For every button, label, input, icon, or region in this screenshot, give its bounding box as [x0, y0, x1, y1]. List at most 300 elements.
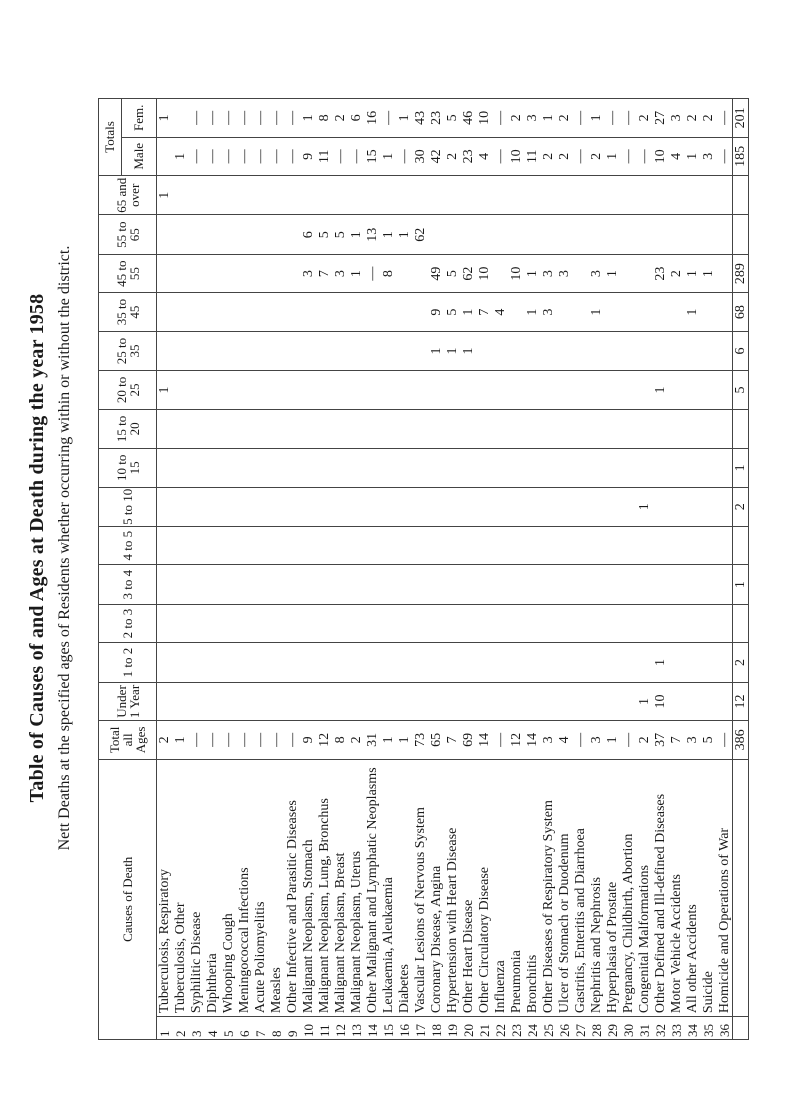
value-cell: 3	[541, 293, 557, 331]
value-cell	[205, 371, 221, 409]
age-1-2-header: 1 to 2	[99, 643, 157, 682]
value-cell	[605, 526, 621, 564]
value-cell: 1	[381, 215, 397, 254]
value-cell	[397, 331, 413, 370]
value-cell: 1	[685, 137, 701, 175]
table-row	[381, 99, 397, 1040]
cause-label: Congenital Malformations	[637, 865, 652, 1014]
value-cell	[397, 293, 413, 331]
value-cell	[621, 682, 637, 720]
total-cell	[733, 409, 749, 448]
value-cell	[269, 215, 285, 254]
value-cell: 10	[477, 99, 493, 138]
value-cell: 7	[477, 293, 493, 331]
value-cell	[461, 604, 477, 642]
value-cell	[237, 526, 253, 564]
value-cell	[637, 371, 653, 409]
value-cell	[669, 565, 685, 604]
table-row	[669, 99, 685, 1040]
value-cell	[413, 409, 429, 448]
value-cell	[333, 682, 349, 720]
value-cell: 23	[461, 137, 477, 175]
value-cell	[589, 682, 605, 720]
value-cell	[205, 215, 221, 254]
row-number: 28	[589, 1017, 605, 1040]
value-cell: —	[189, 137, 205, 175]
value-cell: 1	[653, 371, 669, 409]
value-cell	[493, 682, 509, 720]
value-cell	[685, 371, 701, 409]
table-row	[621, 99, 637, 1040]
value-cell	[621, 215, 637, 254]
value-cell	[525, 371, 541, 409]
cause-label: Gastritis, Enteritis and Diarrhoea	[573, 828, 588, 1014]
value-cell	[253, 331, 269, 370]
value-cell	[685, 215, 701, 254]
value-cell	[525, 643, 541, 682]
value-cell	[365, 526, 381, 564]
value-cell	[509, 215, 525, 254]
value-cell	[365, 176, 381, 215]
value-cell	[525, 604, 541, 642]
value-cell	[253, 176, 269, 215]
value-cell	[205, 293, 221, 331]
value-cell: —	[269, 137, 285, 175]
value-cell	[157, 293, 173, 331]
value-cell	[701, 176, 717, 215]
row-number: 16	[397, 1017, 413, 1040]
under1-header: Under 1 Year	[99, 682, 157, 720]
value-cell	[253, 487, 269, 526]
value-cell: 1	[525, 254, 541, 292]
value-cell	[205, 254, 221, 292]
value-cell	[333, 331, 349, 370]
value-cell	[349, 526, 365, 564]
value-cell: 2	[637, 721, 653, 759]
value-cell	[333, 409, 349, 448]
value-cell	[717, 682, 733, 720]
value-cell	[381, 526, 397, 564]
total-cell	[733, 604, 749, 642]
value-cell	[445, 215, 461, 254]
table-row	[301, 99, 317, 1040]
cause-label: Diabetes	[397, 964, 412, 1014]
value-cell	[557, 565, 573, 604]
value-cell: 2	[333, 99, 349, 138]
value-cell	[621, 449, 637, 487]
cause-cell	[701, 759, 717, 1017]
value-cell	[349, 409, 365, 448]
value-cell	[653, 449, 669, 487]
value-cell: 1	[349, 254, 365, 292]
value-cell	[685, 604, 701, 642]
value-cell	[221, 331, 237, 370]
value-cell: 2	[157, 721, 173, 759]
row-number: 4	[205, 1017, 221, 1040]
cause-label: Pneumonia	[509, 950, 524, 1014]
value-cell	[573, 409, 589, 448]
value-cell	[621, 409, 637, 448]
value-cell	[253, 565, 269, 604]
value-cell: 3	[589, 721, 605, 759]
value-cell	[685, 331, 701, 370]
cause-label: All other Accidents	[685, 904, 700, 1014]
value-cell	[413, 565, 429, 604]
value-cell	[621, 293, 637, 331]
value-cell	[349, 176, 365, 215]
value-cell: —	[253, 137, 269, 175]
value-cell	[477, 176, 493, 215]
value-cell	[717, 215, 733, 254]
value-cell	[461, 565, 477, 604]
value-cell	[685, 449, 701, 487]
value-cell	[429, 371, 445, 409]
value-cell	[589, 487, 605, 526]
total-cell: 2	[733, 487, 749, 526]
value-cell	[301, 682, 317, 720]
value-cell	[461, 409, 477, 448]
value-cell: 1	[397, 99, 413, 138]
value-cell: 12	[317, 721, 333, 759]
value-cell: —	[221, 721, 237, 759]
row-number: 15	[381, 1017, 397, 1040]
value-cell: 6	[349, 99, 365, 138]
value-cell	[557, 371, 573, 409]
total-cell: 185	[733, 137, 749, 175]
table-row	[461, 99, 477, 1040]
value-cell: —	[621, 99, 637, 138]
value-cell	[509, 409, 525, 448]
row-number: 27	[573, 1017, 589, 1040]
value-cell	[221, 176, 237, 215]
cause-cell	[237, 759, 253, 1017]
cause-label: Other Defined and Ill-defined Diseases	[653, 793, 668, 1014]
value-cell: 5	[333, 215, 349, 254]
value-cell	[317, 331, 333, 370]
value-cell	[429, 526, 445, 564]
value-cell	[173, 526, 189, 564]
row-number: 14	[365, 1017, 381, 1040]
value-cell	[653, 565, 669, 604]
value-cell	[429, 565, 445, 604]
value-cell	[301, 176, 317, 215]
value-cell	[685, 409, 701, 448]
value-cell: 10	[653, 137, 669, 175]
value-cell	[637, 604, 653, 642]
value-cell	[253, 371, 269, 409]
value-cell	[573, 487, 589, 526]
value-cell	[237, 682, 253, 720]
value-cell: 3	[557, 254, 573, 292]
value-cell	[157, 487, 173, 526]
value-cell	[493, 176, 509, 215]
value-cell	[461, 449, 477, 487]
value-cell	[653, 331, 669, 370]
table-row	[701, 99, 717, 1040]
value-cell	[445, 409, 461, 448]
value-cell	[557, 293, 573, 331]
value-cell	[621, 643, 637, 682]
value-cell	[461, 643, 477, 682]
fem-header: Fem.	[131, 104, 146, 131]
cause-label: Coronary Disease, Angina	[429, 865, 444, 1014]
value-cell	[637, 215, 653, 254]
value-cell: 62	[461, 254, 477, 292]
value-cell	[461, 487, 477, 526]
value-cell	[333, 565, 349, 604]
value-cell	[349, 643, 365, 682]
totals-row	[733, 99, 749, 1040]
cause-label: Measles	[269, 967, 284, 1014]
value-cell	[269, 371, 285, 409]
cause-cell	[285, 759, 301, 1017]
value-cell	[669, 604, 685, 642]
value-cell	[605, 293, 621, 331]
table-row	[157, 99, 173, 1040]
value-cell	[621, 331, 637, 370]
value-cell	[669, 331, 685, 370]
value-cell	[605, 409, 621, 448]
value-cell	[557, 176, 573, 215]
value-cell: 16	[365, 99, 381, 138]
value-cell	[269, 331, 285, 370]
value-cell: 1	[637, 487, 653, 526]
value-cell	[253, 449, 269, 487]
value-cell	[301, 409, 317, 448]
value-cell	[669, 449, 685, 487]
value-cell: 1	[605, 137, 621, 175]
age-35-45-header: 35 to 45	[99, 293, 157, 331]
value-cell	[525, 487, 541, 526]
value-cell	[285, 643, 301, 682]
value-cell	[637, 331, 653, 370]
value-cell: —	[621, 137, 637, 175]
table-body	[157, 99, 749, 1040]
cause-label: Whooping Cough	[221, 913, 236, 1014]
cause-label: Malignant Neoplasm, Stomach	[301, 839, 316, 1014]
value-cell	[445, 371, 461, 409]
row-number: 32	[653, 1017, 669, 1040]
totals-label: Totals	[99, 99, 122, 175]
value-cell	[701, 331, 717, 370]
value-cell	[717, 331, 733, 370]
value-cell: —	[285, 137, 301, 175]
age-5-10-header: 5 to 10	[99, 487, 157, 526]
value-cell	[445, 526, 461, 564]
value-cell	[381, 643, 397, 682]
value-cell	[541, 215, 557, 254]
value-cell	[525, 331, 541, 370]
male-header: Male	[122, 137, 156, 176]
value-cell	[413, 449, 429, 487]
value-cell	[285, 176, 301, 215]
value-cell	[509, 487, 525, 526]
value-cell	[285, 682, 301, 720]
age-15-20-header: 15 to 20	[99, 409, 157, 448]
value-cell	[349, 565, 365, 604]
cause-label: Acute Poliomyelitis	[253, 901, 268, 1014]
value-cell: 7	[669, 721, 685, 759]
value-cell	[349, 604, 365, 642]
value-cell	[189, 526, 205, 564]
value-cell	[637, 254, 653, 292]
value-cell: 13	[365, 215, 381, 254]
value-cell	[269, 604, 285, 642]
cause-label: Pregnancy, Childbirth, Abortion	[621, 833, 636, 1014]
value-cell	[701, 487, 717, 526]
value-cell	[669, 643, 685, 682]
cause-label: Diphtheria	[205, 953, 220, 1014]
value-cell: 11	[317, 137, 333, 175]
value-cell	[621, 176, 637, 215]
value-cell	[237, 643, 253, 682]
row-number: 35	[701, 1017, 717, 1040]
value-cell	[573, 293, 589, 331]
cause-cell	[221, 759, 237, 1017]
row-number: 22	[493, 1017, 509, 1040]
value-cell	[589, 526, 605, 564]
value-cell: —	[573, 721, 589, 759]
cause-cell	[493, 759, 509, 1017]
value-cell: —	[365, 254, 381, 292]
value-cell	[205, 604, 221, 642]
value-cell	[221, 682, 237, 720]
value-cell	[173, 176, 189, 215]
total-cell	[733, 215, 749, 254]
value-cell	[461, 526, 477, 564]
value-cell: 1	[605, 721, 621, 759]
table-row	[221, 99, 237, 1040]
cause-label: Other Heart Disease	[461, 899, 476, 1014]
cause-label: Ulcer of Stomach or Duodenum	[557, 833, 572, 1014]
value-cell: —	[493, 137, 509, 175]
value-cell	[333, 604, 349, 642]
value-cell	[573, 565, 589, 604]
value-cell	[221, 526, 237, 564]
row-number: 34	[685, 1017, 701, 1040]
value-cell: —	[621, 721, 637, 759]
value-cell: 2	[669, 254, 685, 292]
value-cell	[221, 487, 237, 526]
table-row	[349, 99, 365, 1040]
total-cell: 68	[733, 293, 749, 331]
cause-label: Hyperplasia of Prostate	[605, 881, 620, 1014]
value-cell	[413, 682, 429, 720]
value-cell	[413, 254, 429, 292]
value-cell	[701, 293, 717, 331]
value-cell	[541, 176, 557, 215]
value-cell	[189, 331, 205, 370]
value-cell	[509, 331, 525, 370]
value-cell	[525, 409, 541, 448]
value-cell: 4	[477, 137, 493, 175]
value-cell	[541, 682, 557, 720]
value-cell: 73	[413, 721, 429, 759]
cause-cell	[445, 759, 461, 1017]
value-cell	[349, 331, 365, 370]
value-cell	[285, 331, 301, 370]
value-cell	[381, 293, 397, 331]
value-cell	[413, 526, 429, 564]
row-number: 9	[285, 1017, 301, 1040]
cause-cell	[477, 759, 493, 1017]
value-cell	[157, 604, 173, 642]
value-cell: 2	[685, 99, 701, 138]
value-cell	[573, 682, 589, 720]
cause-cell	[589, 759, 605, 1017]
page-subtitle: Nett Deaths at the specified ages of Residents whether occurring within or without the district.	[56, 245, 73, 851]
value-cell	[637, 643, 653, 682]
table-row	[685, 99, 701, 1040]
row-number: 19	[445, 1017, 461, 1040]
value-cell	[557, 643, 573, 682]
value-cell	[157, 331, 173, 370]
value-cell: —	[253, 99, 269, 138]
value-cell	[605, 487, 621, 526]
value-cell	[237, 487, 253, 526]
value-cell: 10	[477, 254, 493, 292]
value-cell	[717, 604, 733, 642]
cause-cell	[365, 759, 381, 1017]
value-cell	[381, 565, 397, 604]
value-cell: 69	[461, 721, 477, 759]
value-cell	[205, 409, 221, 448]
value-cell	[589, 215, 605, 254]
value-cell	[333, 293, 349, 331]
value-cell	[237, 409, 253, 448]
value-cell	[605, 682, 621, 720]
value-cell: 1	[381, 137, 397, 175]
row-number: 23	[509, 1017, 525, 1040]
value-cell: —	[397, 137, 413, 175]
value-cell	[493, 449, 509, 487]
value-cell	[653, 409, 669, 448]
value-cell: —	[493, 99, 509, 138]
table-row	[285, 99, 301, 1040]
value-cell	[557, 331, 573, 370]
value-cell	[541, 409, 557, 448]
cause-cell	[349, 759, 365, 1017]
value-cell	[669, 682, 685, 720]
value-cell	[221, 449, 237, 487]
value-cell	[589, 604, 605, 642]
value-cell	[573, 604, 589, 642]
value-cell: —	[205, 721, 221, 759]
value-cell: 1	[541, 99, 557, 138]
value-cell	[445, 643, 461, 682]
value-cell: 5	[701, 721, 717, 759]
value-cell	[253, 643, 269, 682]
value-cell	[509, 449, 525, 487]
cause-cell	[253, 759, 269, 1017]
value-cell	[301, 371, 317, 409]
value-cell	[317, 643, 333, 682]
value-cell	[157, 137, 173, 175]
value-cell	[189, 254, 205, 292]
value-cell: 62	[413, 215, 429, 254]
value-cell	[397, 487, 413, 526]
total-cell	[733, 526, 749, 564]
value-cell	[301, 293, 317, 331]
value-cell: 3	[685, 721, 701, 759]
value-cell: —	[573, 137, 589, 175]
value-cell: 3	[589, 254, 605, 292]
header-row	[99, 99, 157, 1040]
value-cell: 1	[589, 99, 605, 138]
value-cell	[381, 176, 397, 215]
value-cell	[445, 682, 461, 720]
value-cell: 4	[669, 137, 685, 175]
